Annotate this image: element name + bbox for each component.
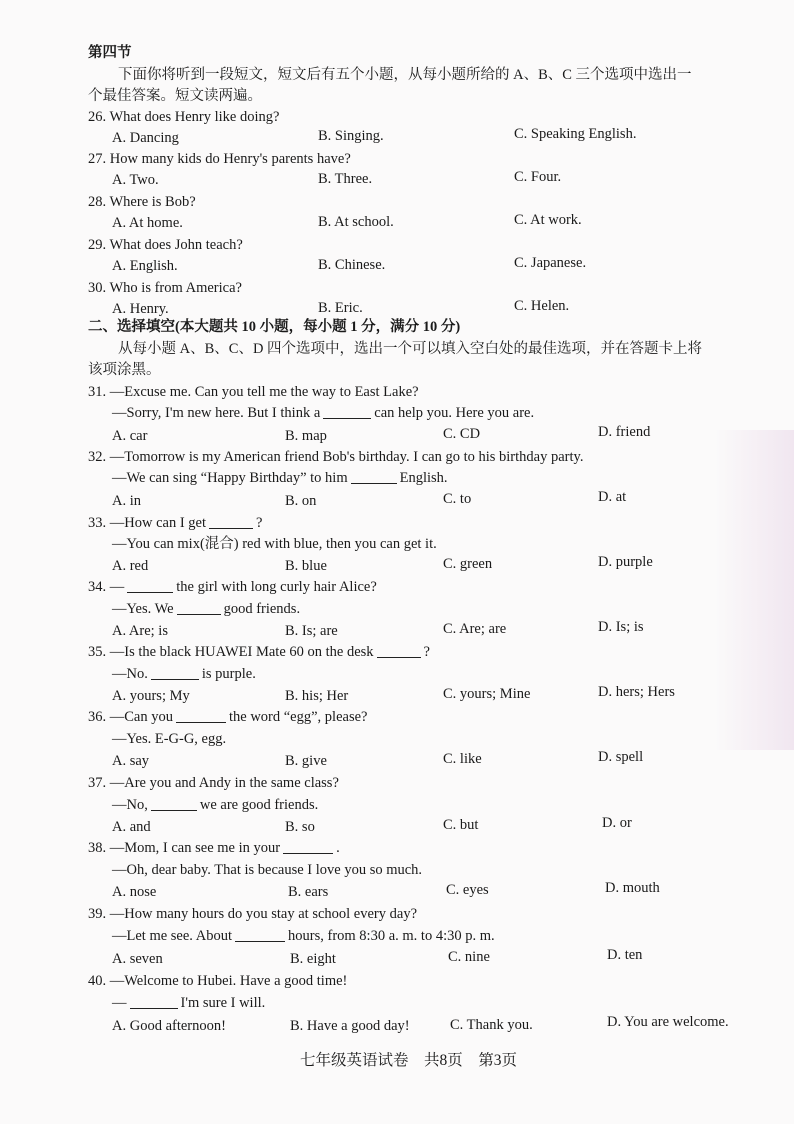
answer-blank: [209, 514, 253, 529]
option-37-c: C. but: [443, 817, 479, 833]
option-29-a: A. English.: [112, 258, 178, 274]
page-footer: 七年级英语试卷 共8页 第3页: [300, 1052, 518, 1069]
question-33: 33. —How can I get ?: [88, 515, 263, 531]
option-33-b: B. blue: [285, 558, 327, 574]
answer-blank: [351, 469, 397, 484]
option-27-a: A. Two.: [112, 172, 159, 188]
option-37-d: D. or: [602, 815, 632, 831]
question-28: 28. Where is Bob?: [88, 194, 196, 210]
option-27-b: B. Three.: [318, 171, 373, 187]
section-instruction: 下面你将听到一段短文，短文后有五个小题，从每小题所给的 A、B、C 三个选项中选出一: [118, 67, 692, 83]
question-31: 31. —Excuse me. Can you tell me the way to East Lake?: [88, 384, 419, 400]
option-36-b: B. give: [285, 753, 327, 769]
option-39-c: C. nine: [448, 949, 490, 965]
answer-blank: [127, 578, 173, 593]
part-heading: 二、选择填空(本大题共 10 小题，每小题 1 分，满分 10 分): [88, 319, 461, 335]
question-33-reply: —You can mix(混合) red with blue, then you can get it.: [112, 536, 437, 552]
question-34-reply: —Yes. We good friends.: [112, 601, 301, 617]
question-34: 34. — the girl with long curly hair Alice?: [88, 579, 377, 595]
option-37-a: A. and: [112, 819, 151, 835]
option-40-a: A. Good afternoon!: [112, 1018, 226, 1034]
question-35-reply: —No. is purple.: [112, 666, 256, 682]
option-34-a: A. Are; is: [112, 623, 168, 639]
question-38: 38. —Mom, I can see me in your .: [88, 840, 340, 856]
answer-blank: [283, 839, 333, 854]
option-36-a: A. say: [112, 753, 150, 769]
option-36-c: C. like: [443, 751, 482, 767]
question-35: 35. —Is the black HUAWEI Mate 60 on the desk ?: [88, 644, 430, 660]
option-27-c: C. Four.: [514, 169, 562, 185]
option-26-a: A. Dancing: [112, 130, 179, 146]
part-instruction-cont: 该项涂黑。: [88, 362, 161, 378]
question-38-reply: —Oh, dear baby. That is because I love you so much.: [112, 862, 423, 878]
option-38-a: A. nose: [112, 884, 157, 900]
option-40-b: B. Have a good day!: [290, 1018, 410, 1034]
question-37: 37. —Are you and Andy in the same class?: [88, 775, 339, 791]
question-36-reply: —Yes. E-G-G, egg.: [112, 731, 227, 747]
option-26-b: B. Singing.: [318, 128, 384, 144]
question-26: 26. What does Henry like doing?: [88, 109, 280, 125]
option-32-a: A. in: [112, 493, 141, 509]
option-38-c: C. eyes: [446, 882, 489, 898]
page-edge-tint: [714, 430, 794, 750]
question-27: 27. How many kids do Henry's parents have?: [88, 151, 351, 167]
option-34-d: D. Is; is: [598, 619, 644, 635]
option-34-c: C. Are; are: [443, 621, 507, 637]
question-39: 39. —How many hours do you stay at school every day?: [88, 906, 418, 922]
option-32-d: D. at: [598, 489, 627, 505]
answer-blank: [377, 643, 421, 658]
option-36-d: D. spell: [598, 749, 644, 765]
option-31-a: A. car: [112, 428, 148, 444]
option-28-a: A. At home.: [112, 215, 183, 231]
question-37-reply: —No, we are good friends.: [112, 797, 319, 813]
question-40-reply: — I'm sure I will.: [112, 995, 266, 1011]
question-31-reply: —Sorry, I'm new here. But I think a can help you. Here you are.: [112, 405, 535, 421]
option-30-c: C. Helen.: [514, 298, 570, 314]
option-39-d: D. ten: [607, 947, 643, 963]
question-30: 30. Who is from America?: [88, 280, 242, 296]
answer-blank: [151, 665, 199, 680]
option-35-d: D. hers; Hers: [598, 684, 675, 700]
option-35-b: B. his; Her: [285, 688, 349, 704]
question-39-reply: —Let me see. About hours, from 8:30 a. m. to 4:30 p. m.: [112, 928, 495, 944]
answer-blank: [176, 708, 226, 723]
option-33-a: A. red: [112, 558, 149, 574]
section-heading: 第四节: [88, 45, 132, 61]
option-29-b: B. Chinese.: [318, 257, 386, 273]
option-40-d: D. You are welcome.: [607, 1014, 729, 1030]
option-33-d: D. purple: [598, 554, 653, 570]
option-32-b: B. on: [285, 493, 317, 509]
question-32-reply: —We can sing “Happy Birthday” to him English.: [112, 470, 448, 486]
option-30-a: A. Henry.: [112, 301, 169, 317]
option-31-b: B. map: [285, 428, 327, 444]
part-instruction: 从每小题 A、B、C、D 四个选项中，选出一个可以填入空白处的最佳选项，并在答题卡上将: [118, 341, 703, 357]
option-28-c: C. At work.: [514, 212, 582, 228]
option-38-d: D. mouth: [605, 880, 660, 896]
option-30-b: B. Eric.: [318, 300, 363, 316]
option-28-b: B. At school.: [318, 214, 394, 230]
answer-blank: [235, 927, 285, 942]
option-38-b: B. ears: [288, 884, 329, 900]
question-32: 32. —Tomorrow is my American friend Bob's birthday. I can go to his birthday party.: [88, 449, 584, 465]
option-39-b: B. eight: [290, 951, 336, 967]
option-32-c: C. to: [443, 491, 472, 507]
option-35-a: A. yours; My: [112, 688, 190, 704]
option-34-b: B. Is; are: [285, 623, 338, 639]
question-29: 29. What does John teach?: [88, 237, 243, 253]
question-40: 40. —Welcome to Hubei. Have a good time!: [88, 973, 348, 989]
answer-blank: [151, 796, 197, 811]
answer-blank: [323, 404, 371, 419]
option-31-d: D. friend: [598, 424, 651, 440]
answer-blank: [130, 994, 178, 1009]
option-37-b: B. so: [285, 819, 315, 835]
option-40-c: C. Thank you.: [450, 1017, 533, 1033]
option-35-c: C. yours; Mine: [443, 686, 531, 702]
option-33-c: C. green: [443, 556, 493, 572]
option-31-c: C. CD: [443, 426, 481, 442]
question-36: 36. —Can you the word “egg”, please?: [88, 709, 368, 725]
option-39-a: A. seven: [112, 951, 163, 967]
answer-blank: [177, 600, 221, 615]
option-29-c: C. Japanese.: [514, 255, 587, 271]
option-26-c: C. Speaking English.: [514, 126, 637, 142]
section-instruction-cont: 个最佳答案。短文读两遍。: [88, 88, 262, 104]
